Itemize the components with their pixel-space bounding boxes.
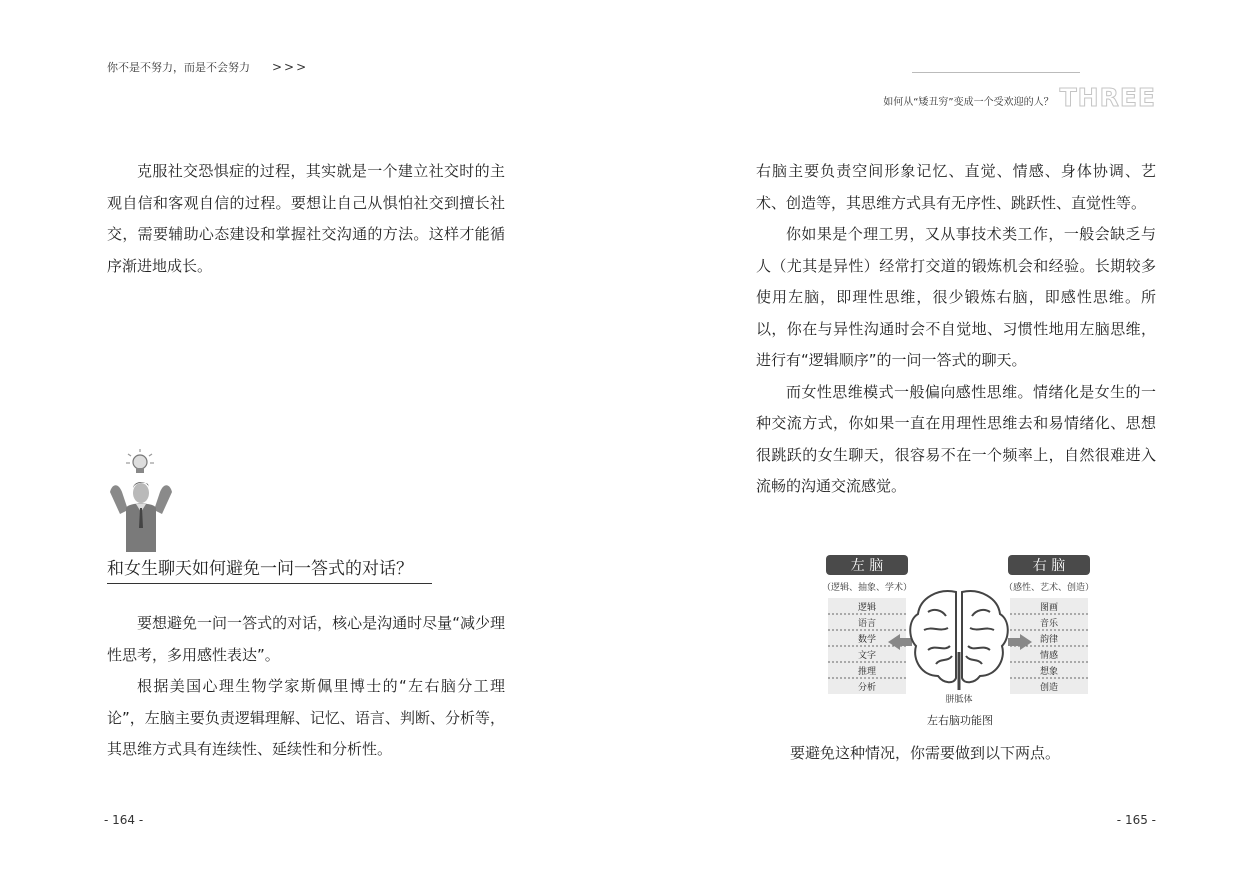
paragraph-left-brain: 根据美国心理生物学家斯佩里博士的“左右脑分工理论”，左脑主要负责逻辑理解、记忆、语言、判断、分析等，其思维方式具有连续性、延续性和分析性。 bbox=[107, 677, 505, 758]
left-item-item: 推理 bbox=[857, 667, 877, 677]
book-title: 你不是不努力，而是不会努力 bbox=[107, 61, 250, 74]
figure-caption: 左右脑功能图 bbox=[927, 714, 993, 727]
right-item-item: 韵律 bbox=[1039, 635, 1059, 645]
closing-line: 要避免这种情况，你需要做到以下两点。 bbox=[790, 744, 1061, 762]
chapter-label: THREE bbox=[1059, 83, 1156, 112]
closing-text-block bbox=[790, 738, 1156, 769]
header-rule bbox=[912, 72, 1080, 73]
left-item-item: 逻辑 bbox=[857, 603, 877, 613]
right-item-item: 音乐 bbox=[1039, 619, 1059, 629]
right-brain-subtitle: （感性、艺术、创造） bbox=[1003, 583, 1095, 593]
chapter-subtitle: 如何从“矮丑穷”变成一个受欢迎的人？ bbox=[883, 97, 1054, 108]
right-item-item: 图画 bbox=[1039, 603, 1059, 613]
right-brain-title: 右 脑 bbox=[1032, 558, 1066, 574]
header-arrows: >>> bbox=[272, 60, 309, 74]
left-brain-subtitle: （逻辑、抽象、学术） bbox=[821, 583, 913, 593]
right-item-item: 想象 bbox=[1039, 667, 1059, 677]
paragraph-right-brain: 右脑主要负责空间形象记忆、直觉、情感、身体协调、艺术、创造等，其思维方式具有无序性、跳跃性、直觉性等。 bbox=[756, 162, 1156, 212]
person-icon bbox=[110, 482, 172, 552]
lower-text-block bbox=[107, 608, 505, 766]
left-item-item: 语言 bbox=[857, 619, 877, 629]
left-item-item: 数学 bbox=[857, 635, 877, 645]
paragraph-core-idea: 要想避免一问一答式的对话，核心是沟通时尽量“减少理性思考，多用感性表达”。 bbox=[107, 614, 505, 664]
corpus-callosum-label: 胼胝体 bbox=[945, 695, 973, 705]
brain-diagram bbox=[820, 552, 1100, 730]
brain-icon bbox=[910, 591, 1008, 690]
right-item-item: 情感 bbox=[1039, 651, 1059, 661]
person-lightbulb-illustration bbox=[104, 448, 178, 552]
running-header-left bbox=[107, 59, 308, 75]
page-number-right: - 165 - bbox=[1116, 813, 1156, 827]
left-brain-title: 左 脑 bbox=[850, 558, 884, 574]
brain-function-figure bbox=[820, 552, 1100, 730]
running-header-right bbox=[883, 83, 1156, 112]
right-item-item: 创造 bbox=[1039, 683, 1059, 693]
intro-paragraph-block bbox=[107, 156, 505, 282]
paragraph-female-thinking: 而女性思维模式一般偏向感性思维。情绪化是女生的一种交流方式，你如果一直在用理性思维去和易情绪化、思想很跳跃的女生聊天，很容易不在一个频率上，自然很难进入流畅的沟通交流感觉。 bbox=[756, 382, 1156, 495]
page-number-left: - 164 - bbox=[104, 813, 144, 827]
right-text-block bbox=[756, 156, 1156, 503]
lightbulb-icon bbox=[126, 449, 154, 473]
intro-paragraph: 克服社交恐惧症的过程，其实就是一个建立社交时的主观自信和客观自信的过程。要想让自己从惧怕社交到擅长社交，需要辅助心态建设和掌握社交沟通的方法。这样才能循序渐进地成长。 bbox=[107, 162, 505, 275]
left-item-item: 文字 bbox=[857, 651, 877, 661]
left-item-item: 分析 bbox=[857, 683, 877, 693]
section-heading: 和女生聊天如何避免一问一答式的对话？ bbox=[107, 554, 432, 584]
paragraph-engineer: 你如果是个理工男，又从事技术类工作，一般会缺乏与人（尤其是异性）经常打交道的锻炼机会和经验。长期较多使用左脑，即理性思维，很少锻炼右脑，即感性思维。所以，你在与异性沟通时会不自觉地、习惯性地用左脑思维，进行有“逻辑顺序”的一问一答式的聊天。 bbox=[756, 225, 1156, 369]
